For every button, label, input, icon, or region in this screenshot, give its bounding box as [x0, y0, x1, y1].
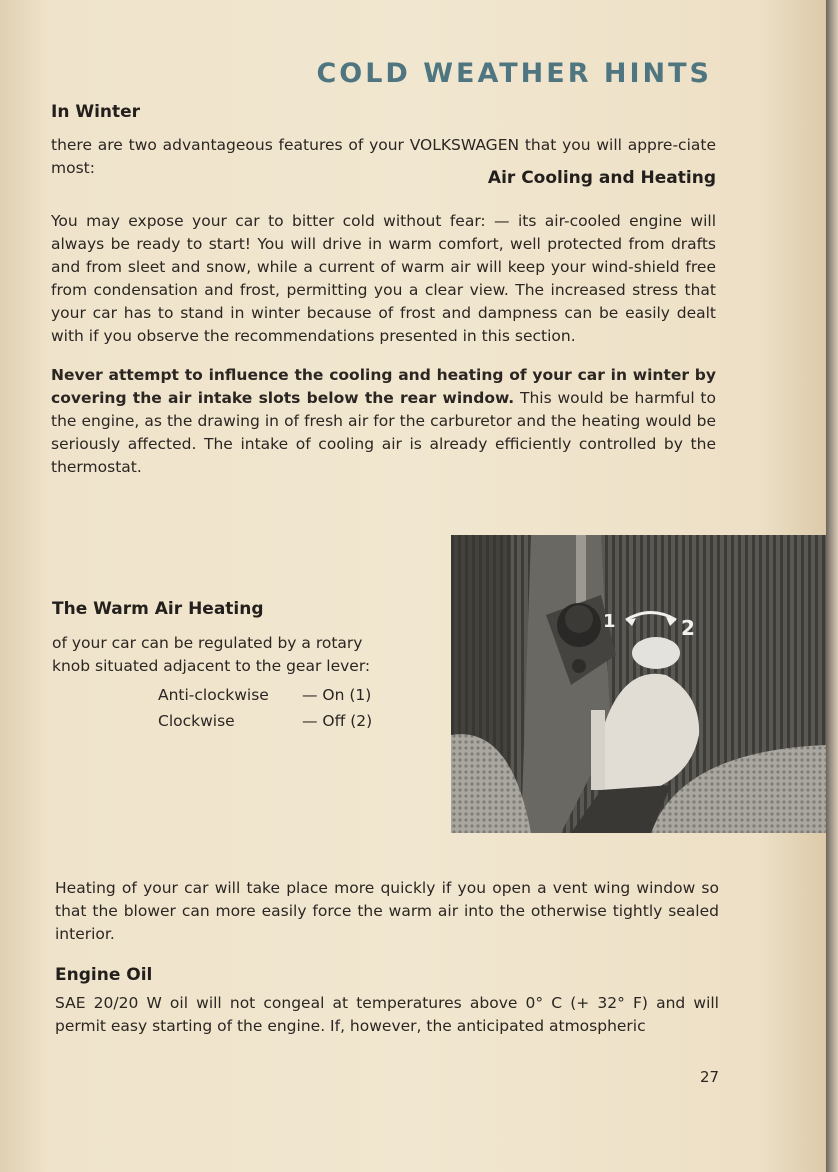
warning-bold-text: Never attempt to influence the cooling and heating of your car in winter by covering the air intake slots below the rear window. [51, 366, 716, 407]
setting-direction-1: Anti-clockwise [158, 686, 269, 704]
winter-heading: In Winter [51, 102, 141, 122]
heater-knob-photo [451, 535, 829, 833]
setting-value-2: — Off (2) [302, 712, 373, 730]
heating-text: of your car can be regulated by a rotary knob situated adjacent to the gear lever: [52, 634, 371, 675]
setting-value-1: — On (1) [302, 686, 372, 704]
winter-paragraph: You may expose your car to bitter cold without fear: — its air-cooled engine will always be ready to start! You will drive in warm comfort, well protected from drafts and from sleet and snow, while a current of warm air will keep your wind-shield free from condensation and frost, permitting you a clear view. The increased stress that your car has to stand in winter because of frost and dampness can be easily dealt with if you observe the recommendations presented in this section. [51, 212, 716, 345]
setting-direction-2: Clockwise [158, 712, 235, 730]
warning-paragraph [51, 364, 716, 479]
oil-text: SAE 20/20 W oil will not congeal at temperatures above 0° C (+ 32° F) and will permit easy starting of the engine. If, however, the anticipated atmospheric [55, 994, 719, 1035]
heating-heading: The Warm Air Heating [52, 599, 264, 619]
oil-heading: Engine Oil [55, 965, 153, 985]
heater-knob-illustration [451, 535, 829, 833]
feature-heading: Air Cooling and Heating [487, 168, 716, 188]
page-number: 27 [700, 1068, 720, 1086]
position-1-label: 1 [603, 611, 616, 632]
warning-text: This would be harmful to the engine, as the drawing in of fresh air for the carburetor and the heating would be seriously affected. The intake of cooling air is already efficiently controlled by the thermostat. [51, 389, 716, 476]
book-spine [826, 0, 838, 1172]
page-title: COLD WEATHER HINTS [316, 58, 712, 89]
winter-intro: there are two advantageous features of your VOLKSWAGEN that you will appre-ciate most: [51, 136, 716, 177]
heating-after-text: Heating of your car will take place more quickly if you open a vent wing window so that the blower can more easily force the warm air into the otherwise tightly sealed interior. [55, 879, 719, 943]
position-2-label: 2 [681, 616, 695, 640]
